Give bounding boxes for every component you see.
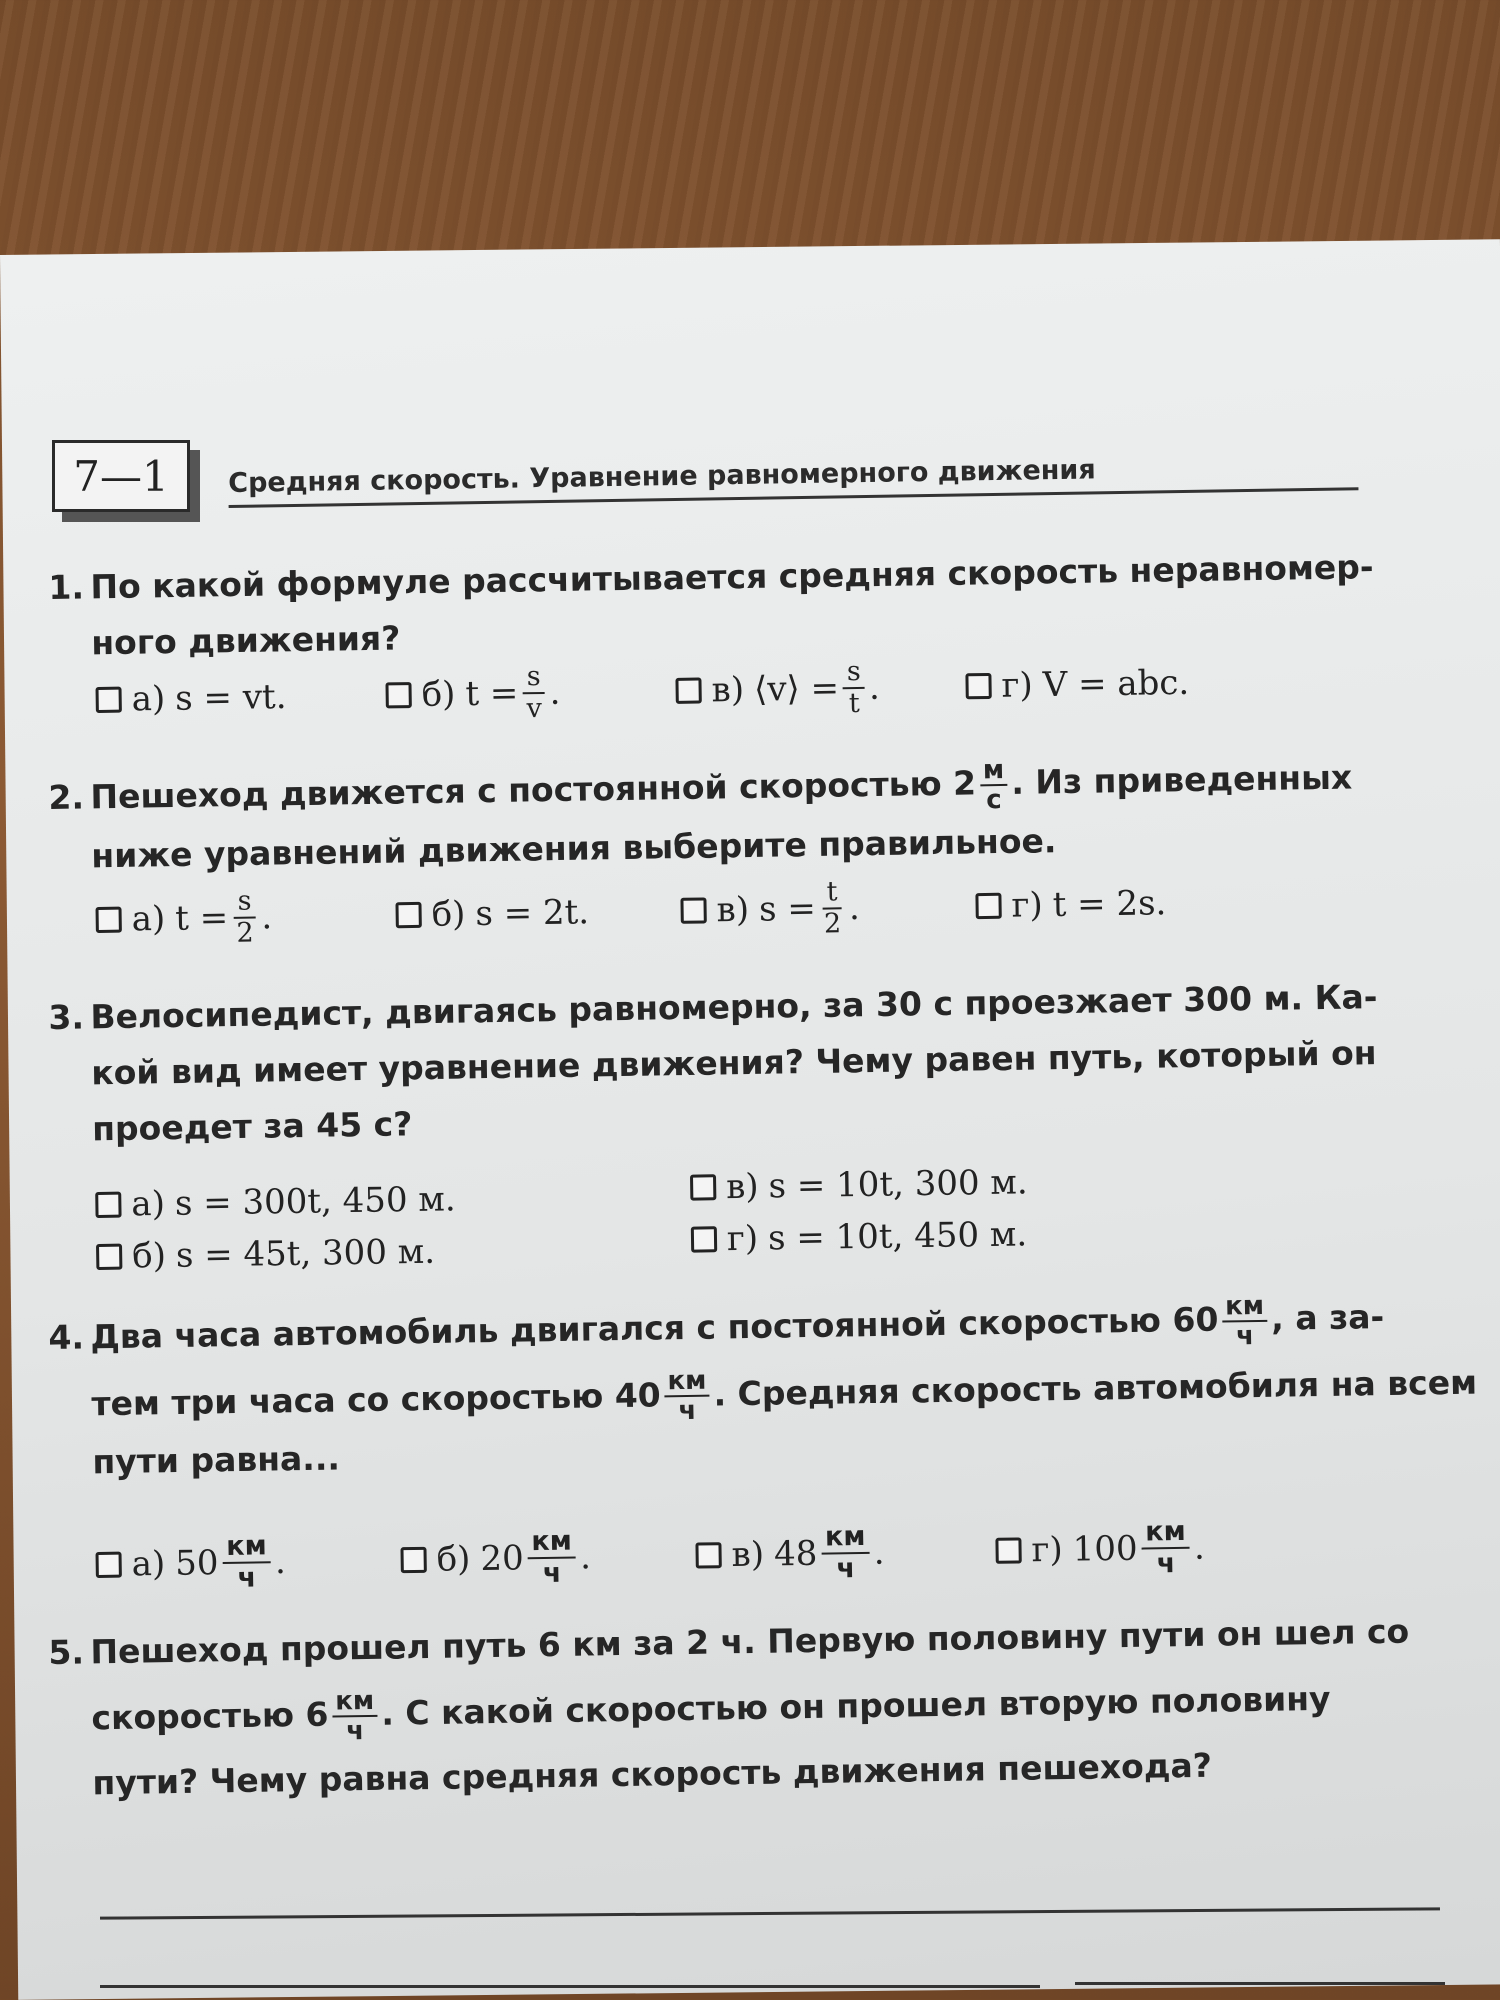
checkbox[interactable]: [975, 893, 1001, 919]
question-text: проедет за 45 с?: [91, 1104, 413, 1149]
checkbox[interactable]: [400, 1547, 426, 1573]
question-2: 2. Пешеход движется с постоянной скоростью 2 м с . Из приведенных ниже уравнений движения выберите правильное.: [48, 754, 1353, 875]
option-a[interactable]: а) t = $\frac{s}{2}$ .: [95, 872, 273, 965]
option-c[interactable]: в) s = $\frac{t}{2}$ .: [680, 863, 861, 956]
fraction: $\frac{км}{ч}$: [1141, 1517, 1190, 1580]
option-d[interactable]: г) V = abc.: [965, 638, 1190, 732]
option-b[interactable]: б) t = $\frac{s}{v}$ .: [385, 648, 561, 741]
question-text: пути равна...: [92, 1438, 341, 1482]
checkbox[interactable]: [690, 1174, 716, 1200]
question-text: По какой формуле рассчитывается средняя скорость неравномер-: [90, 547, 1374, 607]
question-4: 4. Два часа автомобиль двигался с постоянной скоростью 60 км ч , а за- тем три часа со скоростью 40 км ч . Средняя скорость автомобиля на всем пути равна...: [48, 1290, 1478, 1482]
question-3: [48, 968, 1430, 1158]
checkbox[interactable]: [385, 682, 411, 708]
option-d[interactable]: г) t = 2s.: [975, 858, 1167, 951]
question-text: пути? Чему равна средняя скорость движения пешехода?: [92, 1745, 1213, 1802]
question-number: 5.: [48, 1632, 85, 1672]
question-number: 1.: [48, 567, 85, 607]
option-c[interactable]: в) s = 10t, 300 м.: [690, 1157, 1028, 1212]
question-text: Велосипедист, двигаясь равномерно, за 30 с проезжает 300 м. Ка-: [90, 977, 1378, 1037]
option-c[interactable]: в) ⟨v⟩ = $\frac{s}{t}$ .: [675, 643, 881, 736]
checkbox[interactable]: [695, 1542, 721, 1568]
checkbox[interactable]: [95, 1192, 121, 1218]
section-number-badge: 7—1: [52, 440, 190, 512]
fraction: $\frac{км}{ч}$: [821, 1522, 870, 1585]
question-text: Пешеход прошел путь 6 км за 2 ч. Первую половину пути он шел со: [90, 1611, 1410, 1672]
question-text: ного движения?: [91, 618, 401, 663]
checkbox[interactable]: [96, 1552, 122, 1578]
checkbox[interactable]: [965, 673, 991, 699]
fraction: $\frac{км}{ч}$: [527, 1526, 576, 1589]
question-5: 5. Пешеход прошел путь 6 км за 2 ч. Первую половину пути он шел со скоростью 6 км ч . С какой скоростью он прошел вторую половину пути? Чему равна средняя скорость движения пешехода?: [48, 1611, 1410, 1802]
option-d[interactable]: г) 100 $\frac{км}{ч}$ .: [995, 1503, 1206, 1596]
fraction: $\frac{s}{2}$: [232, 886, 258, 948]
option-a[interactable]: а) 50 $\frac{км}{ч}$ .: [95, 1517, 286, 1610]
checkbox[interactable]: [96, 907, 122, 933]
fraction: м с: [980, 755, 1008, 813]
fraction: км ч: [1222, 1291, 1268, 1350]
question-number: 3.: [48, 997, 85, 1037]
checkbox[interactable]: [691, 1226, 717, 1252]
question-3-options: [95, 1161, 1297, 1300]
answer-line[interactable]: [1075, 1982, 1445, 1985]
fraction: $\frac{t}{2}$: [823, 876, 842, 940]
fraction: км ч: [332, 1686, 378, 1745]
checkbox[interactable]: [995, 1537, 1021, 1563]
checkbox[interactable]: [96, 1244, 122, 1270]
fraction: $\frac{км}{ч}$: [222, 1531, 271, 1594]
fraction: $\frac{s}{t}$: [843, 657, 866, 719]
option-c[interactable]: в) 48 $\frac{км}{ч}$ .: [695, 1508, 885, 1601]
option-a[interactable]: а) s = vt.: [95, 652, 287, 745]
answer-line[interactable]: [100, 1985, 1040, 1988]
option-d[interactable]: г) s = 10t, 450 м.: [691, 1209, 1028, 1264]
option-a[interactable]: а) s = 300t, 450 м.: [95, 1174, 456, 1230]
fraction: км ч: [664, 1367, 710, 1426]
question-text: кой вид имеет уравнение движения? Чему равен путь, который он: [91, 1033, 1377, 1093]
checkbox[interactable]: [96, 687, 122, 713]
page-title: Средняя скорость. Уравнение равномерного движения: [228, 450, 1358, 508]
option-b[interactable]: б) s = 2t.: [395, 867, 590, 960]
checkbox[interactable]: [675, 677, 701, 703]
option-b[interactable]: б) 20 $\frac{км}{ч}$ .: [400, 1512, 592, 1605]
checkbox[interactable]: [395, 902, 421, 928]
question-text: ниже уравнений движения выберите правильное.: [91, 820, 1057, 875]
question-number: 4.: [48, 1317, 85, 1357]
fraction: $\frac{s}{v}$: [522, 662, 546, 724]
checkbox[interactable]: [680, 897, 706, 923]
option-b[interactable]: б) s = 45t, 300 м.: [96, 1227, 436, 1282]
question-number: 2.: [48, 777, 85, 817]
